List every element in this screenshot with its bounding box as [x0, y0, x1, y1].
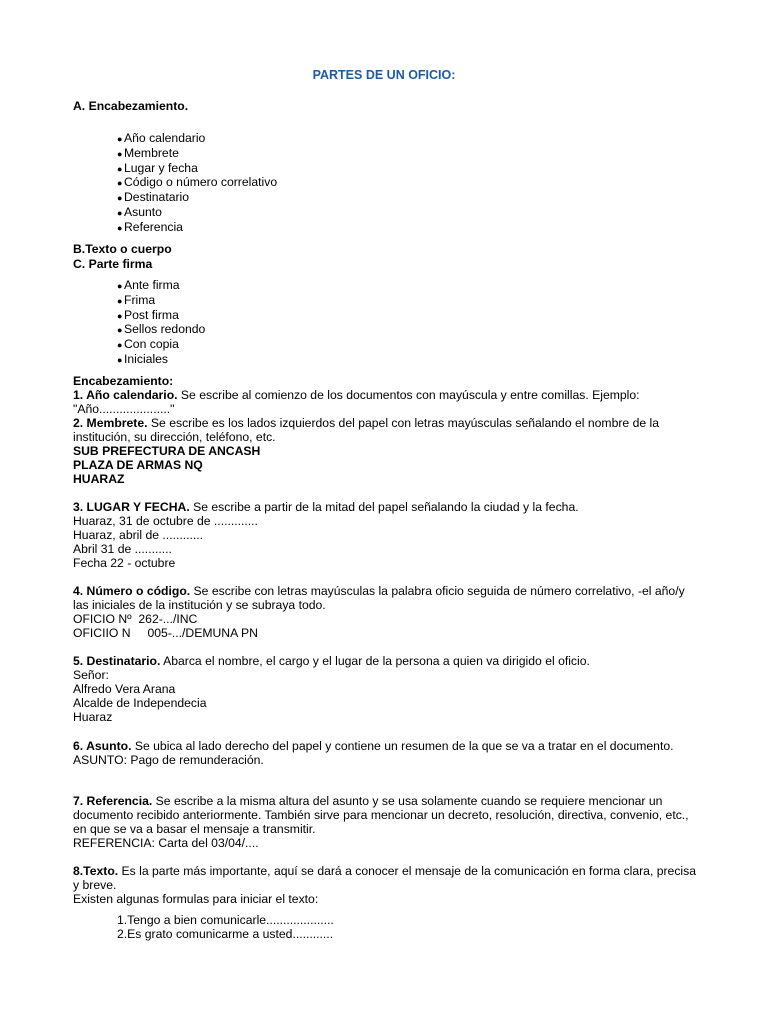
- example-line: Alcalde de Independecia: [73, 696, 207, 710]
- texto-section: [73, 864, 698, 906]
- bullet-icon: ●: [117, 340, 123, 351]
- referencia-section: [73, 794, 698, 850]
- example-line: OFICIIO N 005-.../DEMUNA PN: [73, 626, 258, 640]
- membrete-line: SUB PREFECTURA DE ANCASH: [73, 444, 261, 458]
- list-item: ● Lugar y fecha: [117, 160, 198, 175]
- section-a-heading: A. Encabezamiento.: [73, 99, 189, 113]
- destinatario-section: [73, 654, 698, 724]
- list-item: ● Post firma: [117, 307, 179, 322]
- section-a-list: [117, 131, 277, 235]
- paragraph-membrete: 2. Membrete. Se escribe es los lados izquierdos del papel con letras mayúsculas señalando el nombre de la institución, su dirección, teléfono, etc.: [73, 416, 660, 444]
- list-item: ● Año calendario: [117, 131, 206, 145]
- list-item: 2.Es grato comunicarme a usted............: [117, 927, 334, 941]
- list-item: ● Sellos redondo: [117, 322, 206, 337]
- bullet-icon: ●: [117, 134, 123, 144]
- list-item: ● Ante firma: [117, 278, 180, 292]
- example-line: Señor:: [73, 668, 109, 682]
- numero-codigo-section: [73, 584, 698, 640]
- example-line: Abril 31 de ...........: [73, 542, 172, 556]
- asunto-section: [73, 739, 698, 767]
- paragraph-ano-calendario: 1. Año calendario. Se escribe al comienzo de los documentos con mayúscula y entre comillas. Ejemplo: "Año.....................": [73, 388, 640, 416]
- paragraph-destinatario: 5. Destinatario. Abarca el nombre, el cargo y el lugar de la persona a quien va dirigido el oficio.: [73, 654, 590, 668]
- list-item: ● Código o número correlativo: [117, 175, 278, 190]
- paragraph-lugar-fecha: 3. LUGAR Y FECHA. Se escribe a partir de la mitad del papel señalando la ciudad y la fecha.: [73, 500, 579, 514]
- bullet-icon: ●: [117, 178, 123, 189]
- lugar-fecha-section: [73, 500, 698, 570]
- encabezamiento-heading: Encabezamiento:: [73, 374, 174, 388]
- list-item: ● Referencia: [117, 219, 183, 234]
- example-line: Huaraz, abril de ............: [73, 528, 204, 542]
- bullet-icon: ●: [117, 207, 123, 218]
- paragraph-texto: 8.Texto. Es la parte más importante, aquí se dará a conocer el mensaje de la comunicación en forma clara, precisa y breve.: [73, 864, 697, 892]
- document-title: PARTES DE UN OFICIO:: [312, 68, 456, 82]
- example-line: ASUNTO: Pago de remunderación.: [73, 753, 264, 767]
- example-line: Huaraz: [73, 710, 113, 724]
- membrete-line: PLAZA DE ARMAS NQ: [73, 458, 203, 472]
- bullet-icon: ●: [117, 222, 123, 233]
- example-line: Alfredo Vera Arana: [73, 682, 176, 696]
- list-item: 1.Tengo a bien comunicarle....................: [117, 913, 334, 927]
- example-line: Fecha 22 - octubre: [73, 556, 176, 570]
- section-c-heading: C. Parte firma: [73, 257, 153, 271]
- bullet-icon: ●: [117, 281, 123, 291]
- bullet-icon: ●: [117, 163, 123, 174]
- formulas-intro: Existen algunas formulas para iniciar el texto:: [73, 892, 319, 906]
- bullet-icon: ●: [117, 354, 123, 365]
- bullet-icon: ●: [117, 148, 123, 159]
- bullet-icon: ●: [117, 193, 123, 204]
- section-c-list: [117, 278, 205, 367]
- section-b-heading: B.Texto o cuerpo: [73, 242, 172, 256]
- example-line: REFERENCIA: Carta del 03/04/....: [73, 836, 259, 850]
- membrete-line: HUARAZ: [73, 472, 125, 486]
- bullet-icon: ●: [117, 325, 123, 336]
- bullet-icon: ●: [117, 310, 123, 321]
- paragraph-referencia: 7. Referencia. Se escribe a la misma altura del asunto y se usa solamente cuando se requiere mencionar un documento recibido anteriormente. También sirve para mencionar un decreto, resolución, directiva, convenio, etc., en que se va a basar el mensaje a transmitir.: [73, 794, 689, 836]
- encabezamiento-section: [73, 374, 698, 486]
- bullet-icon: ●: [117, 295, 123, 306]
- list-item: ● Destinatario: [117, 190, 190, 205]
- list-item: ● Frima: [117, 292, 156, 307]
- example-line: Huaraz, 31 de octubre de .............: [73, 514, 258, 528]
- paragraph-numero-codigo: 4. Número o código. Se escribe con letras mayúsculas la palabra oficio seguida de número correlativo, -el año/y las iniciales de la institución y se subraya todo.: [73, 584, 685, 612]
- list-item: ● Iniciales: [117, 351, 169, 366]
- list-item: ● Membrete: [117, 145, 179, 160]
- list-item: ● Asunto: [117, 204, 162, 219]
- formulas-list: [117, 913, 334, 941]
- example-line: OFICIO Nº 262-.../INC: [73, 612, 198, 626]
- paragraph-asunto: 6. Asunto. Se ubica al lado derecho del papel y contiene un resumen de la que se va a tratar en el documento.: [73, 739, 674, 753]
- list-item: ● Con copia: [117, 337, 179, 352]
